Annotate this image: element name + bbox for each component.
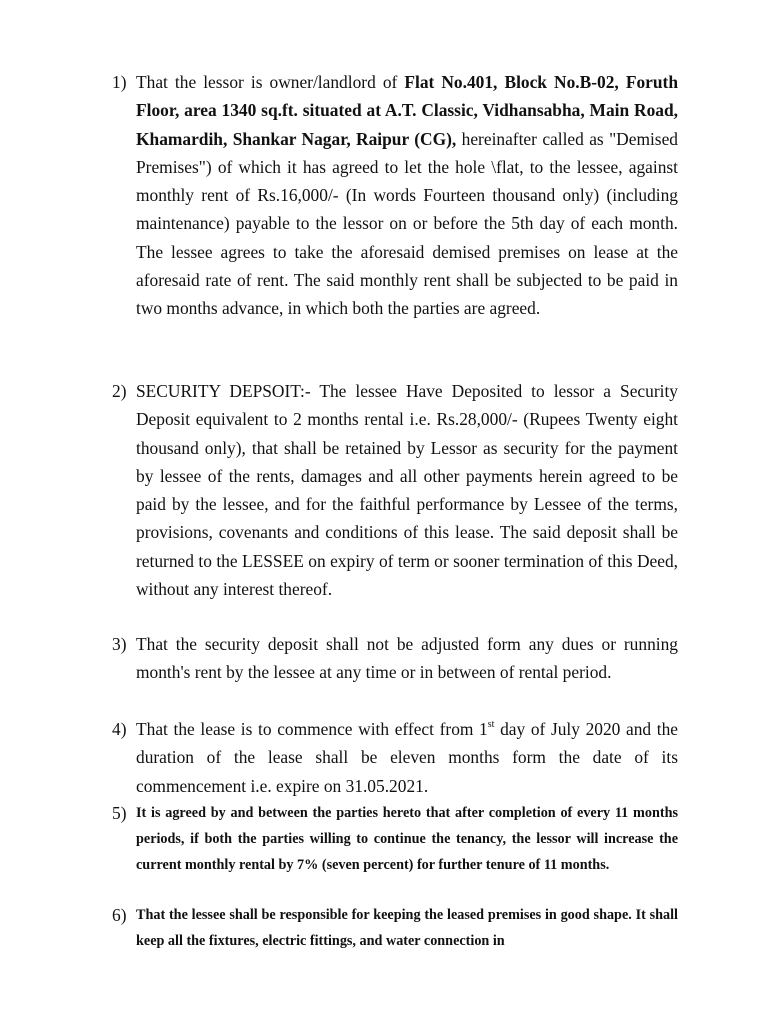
clause-1: [112, 68, 678, 323]
clause-text-part: That the lessor is owner/landlord of: [136, 72, 405, 92]
clause-text-part: That the lease is to commence with effect from 1: [136, 719, 488, 739]
clause-text: SECURITY DEPSOIT:- The lessee Have Deposited to lessor a Security Deposit equivalent to 2 months rental i.e. Rs.28,000/- (Rupees Twenty eight thousand only), that shall be retained by Lessor as security for the payment by lessee of the rents, damages and all other payments herein agreed to be paid by the lessee, and for the faithful performance by Lessee of the terms, provisions, covenants and conditions of this lease. The said deposit shall be returned to the LESSEE on expiry of term or sooner termination of this Deed, without any interest thereof.: [136, 381, 678, 600]
clause-text: That the lessee shall be responsible for keeping the leased premises in good shape. It shall keep all the fixtures, electric fittings, and water connection in: [136, 907, 678, 949]
clause-6: [112, 902, 678, 954]
clause-4: [112, 715, 678, 800]
clause-text: [136, 715, 678, 800]
clause-text: That the security deposit shall not be adjusted form any dues or running month's rent by the lessee at any time or in between of rental period.: [136, 634, 678, 683]
clause-text: [136, 68, 678, 323]
clause-text-part: hereinafter called as "Demised Premises") of which it has agreed to let the hole \flat, to the lessee, against monthly rent of Rs.16,000/- (In words Fourteen thousand only) (including maintenance) payable to the lessor on or before the 5th day of each month. The lessee agrees to take the aforesaid demised premises on lease at the aforesaid rate of rent. The said monthly rent shall be subjected to be paid in two months advance, in which both the parties are agreed.: [136, 128, 678, 319]
clause-number: 2): [112, 381, 127, 401]
clause-number: 4): [112, 719, 127, 739]
property-address: Flat No.401, Block No.B-02, Foruth Floor, area 1340 sq.ft. situated at A.T. Classic, Vidhansabha, Main Road, Khamardih, Shankar Nagar, Raipur (CG),: [136, 72, 678, 149]
clause-number: 3): [112, 634, 127, 654]
clause-2: [112, 377, 678, 603]
ordinal-suffix: st: [487, 719, 495, 730]
clause-text-part: day of July 2020 and the duration of the lease shall be eleven months form the date of its commencement i.e. expire on 31.05.2021.: [136, 719, 679, 796]
clause-text: It is agreed by and between the parties hereto that after completion of every 11 months periods, if both the parties willing to continue the tenancy, the lessor will increase the current monthly rental by 7% (seven percent) for further tenure of 11 months.: [136, 805, 678, 873]
clause-3: [112, 630, 678, 687]
clause-number: 5): [112, 803, 127, 823]
clause-number: 6): [112, 905, 127, 925]
clause-5: [112, 800, 678, 878]
clause-number: 1): [112, 72, 127, 92]
